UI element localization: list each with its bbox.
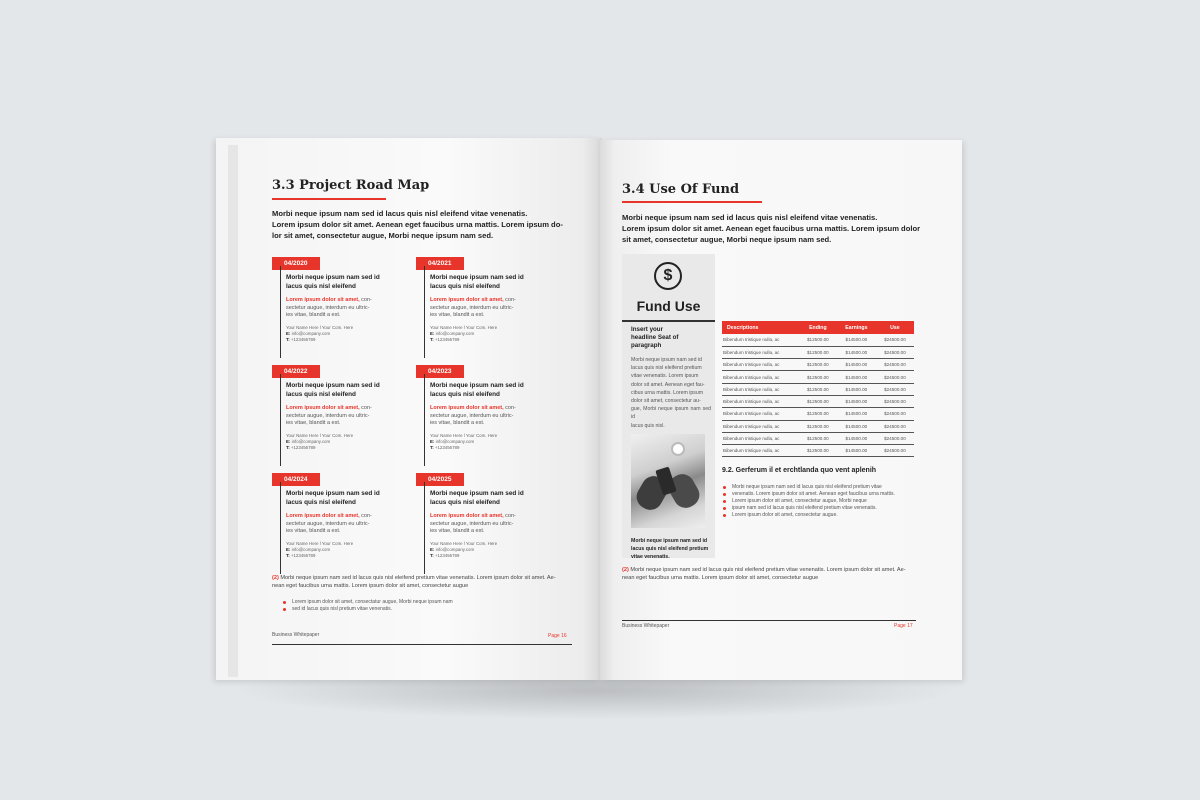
left-page [216, 138, 602, 680]
footnote-text: Morbi neque ipsum nam sed id lacus quis nisl eleifend pretium vitae venenatis. Lorem ipsum dolor sit amet. Ae- [628, 567, 906, 573]
fund-title: Fund Use [636, 298, 701, 314]
bullet-item: venenatis. Lorem ipsum dolor sit amet. Aenean eget faucibus urna mattis. [722, 491, 922, 498]
highlight-text: Lorem ipsum dolor sit amet, [286, 297, 360, 303]
roadmap-item-heading [286, 490, 382, 507]
table-cell: Bibendum tristique nulla, ac [722, 346, 799, 358]
column-header: Ending [799, 321, 837, 334]
table-cell: Bibendum tristique nulla, ac [722, 359, 799, 371]
email-value: info@company.com [290, 438, 331, 444]
fund-body-line: dolor sit amet, consectetur au- [631, 398, 701, 405]
table-cell: Bibendum tristique nulla, ac [722, 334, 799, 346]
contact-name: Your Name Here l Your Com. Here [286, 324, 354, 330]
roadmap-item-description [430, 297, 526, 320]
highlight-text: Lorem ipsum dolor sit amet, [286, 513, 360, 519]
caption-line: vitae venenatis. [631, 554, 670, 560]
fund-body-line: lacus quis nisl. [631, 422, 665, 429]
contact-phone [286, 553, 382, 559]
roadmap-item-heading [430, 382, 526, 399]
table-cell: $24500.00 [876, 408, 914, 420]
heading-line: Morbi neque ipsum nam sed id [430, 274, 524, 281]
table-cell: Bibendum tristique nulla, ac [722, 432, 799, 444]
phone-label: T: [286, 444, 290, 450]
table-cell: $14500.00 [837, 334, 876, 346]
column-header: Use [876, 321, 914, 334]
page-heading: 3.3 Project Road Map [272, 178, 430, 193]
roadmap-item-description [286, 405, 382, 428]
contact-name: Your Name Here l Your Com. Here [430, 540, 498, 546]
table-cell: Bibendum tristique nulla, ac [722, 395, 799, 407]
email-label: E: [286, 438, 291, 444]
table-cell: $12500.00 [799, 408, 837, 420]
fund-body-line: gue, Morbi neque ipsum nam sed id [631, 406, 711, 421]
bullet-list [282, 599, 522, 613]
heading-underline [622, 201, 762, 203]
timeline-line [424, 374, 425, 466]
coffee-cup-shape [671, 442, 685, 456]
table-cell: $24500.00 [876, 420, 914, 432]
roadmap-item-body [430, 274, 526, 343]
fund-use-sidebar [622, 254, 715, 558]
table-cell: $14500.00 [837, 408, 876, 420]
roadmap-item-heading [286, 274, 382, 291]
timeline-line [280, 374, 281, 466]
table-row [722, 432, 914, 444]
column-header: Earnings [837, 321, 876, 334]
table-cell: $24500.00 [876, 359, 914, 371]
table-cell: $24500.00 [876, 371, 914, 383]
phone-value: +123456789 [289, 444, 316, 450]
contact-name: Your Name Here l Your Com. Here [286, 540, 354, 546]
email-label: E: [430, 438, 435, 444]
footer-label: Business Whitepaper [622, 623, 670, 629]
roadmap-item-heading [430, 274, 526, 291]
table-row [722, 371, 914, 383]
table-cell: $12500.00 [799, 371, 837, 383]
fund-table [722, 321, 914, 457]
date-badge: 04/2021 [416, 257, 464, 270]
lead-line: sit amet, consectetur augue, Morbi neque ipsum nam sed. [622, 235, 832, 244]
contact-block [430, 541, 526, 559]
lead-line: Lorem ipsum dolor sit amet. Aenean eget faucibus urna mattis. Lorem ipsum do- [272, 220, 563, 229]
page-number: Page 16 [548, 633, 567, 639]
bullet-item: Lorem ipsum dolor sit amet, consectetur augue. [722, 512, 922, 519]
lead-line: Morbi neque ipsum nam sed id lacus quis nisl eleifend vitae venenatis. [272, 209, 528, 218]
contact-block [286, 541, 382, 559]
highlight-text: Lorem ipsum dolor sit amet, [430, 297, 504, 303]
date-badge: 04/2024 [272, 473, 320, 486]
description-text: ies vitae, blandit a est. [430, 528, 485, 534]
contact-block [430, 325, 526, 343]
timeline-line [280, 266, 281, 358]
description-text: sectetur augue, interdum eu ultric- [286, 412, 370, 419]
caption-line: lacus quis nisl eleifend pretium [631, 546, 709, 552]
fund-body-line: cibus urna mattis. Lorem ipsum [631, 389, 704, 396]
description-text: con- [359, 513, 372, 519]
lead-line: lor sit amet, consectetur augue, Morbi neque ipsum nam sed. [272, 231, 494, 240]
fund-body [631, 356, 711, 430]
table-row [722, 445, 914, 457]
table-cell: Bibendum tristique nulla, ac [722, 371, 799, 383]
description-text: con- [503, 513, 516, 519]
heading-line: lacus quis nisl eleifend [286, 390, 356, 398]
table-row [722, 346, 914, 358]
table-cell: $24500.00 [876, 334, 914, 346]
date-badge: 04/2025 [416, 473, 464, 486]
table-cell: $12500.00 [799, 432, 837, 444]
phone-label: T: [286, 552, 290, 558]
contact-phone [430, 553, 526, 559]
heading-line: Morbi neque ipsum nam sed id [430, 382, 524, 389]
dollar-icon: $ [654, 262, 682, 290]
table-cell: $14500.00 [837, 346, 876, 358]
roadmap-item-description [430, 513, 526, 536]
table-row [722, 383, 914, 395]
page-edge [228, 145, 238, 677]
description-text: ies vitae, blandit a est. [286, 312, 341, 318]
page-number: Page 17 [894, 623, 913, 629]
table-cell: $14500.00 [837, 383, 876, 395]
table-row [722, 420, 914, 432]
fund-subtitle-line: headline Seat of [631, 334, 679, 341]
highlight-text: Lorem ipsum dolor sit amet, [430, 513, 504, 519]
heading-line: lacus quis nisl eleifend [286, 498, 356, 506]
footnote-text: Morbi neque ipsum nam sed id lacus quis nisl eleifend pretium vitae venenatis. Lorem ipsum dolor sit amet. Ae- [278, 575, 556, 581]
roadmap-item [416, 468, 526, 559]
bullet-item: Lorem ipsum dolor sit amet, consectetur augue, Morbi neque [722, 498, 922, 505]
table-cell: $12500.00 [799, 420, 837, 432]
table-cell: Bibendum tristique nulla, ac [722, 445, 799, 457]
bullet-item: ipsum nam sed id lacus quis nisl eleifend pretium vitae venenatis. [722, 505, 922, 512]
highlight-text: Lorem ipsum dolor sit amet, [430, 405, 504, 411]
table-row [722, 334, 914, 346]
fund-body-line: Morbi neque ipsum nam sed id [631, 357, 702, 363]
roadmap-item-body [286, 490, 382, 559]
email-value: info@company.com [434, 438, 475, 444]
table-cell: $12500.00 [799, 383, 837, 395]
table-cell: Bibendum tristique nulla, ac [722, 408, 799, 420]
heading-line: lacus quis nisl eleifend [430, 498, 500, 506]
table-cell: $12500.00 [799, 334, 837, 346]
table-cell: $24500.00 [876, 346, 914, 358]
table-cell: $14500.00 [837, 420, 876, 432]
heading-line: Morbi neque ipsum nam sed id [286, 274, 380, 281]
timeline-line [280, 482, 281, 574]
email-value: info@company.com [434, 546, 475, 552]
description-text: con- [503, 405, 516, 411]
roadmap-item-body [430, 382, 526, 451]
footer-label: Business Whitepaper [272, 632, 320, 638]
section-subheading: 9.2. Gerferum il et erchtlanda quo vent aplenih [722, 467, 877, 474]
roadmap-item-description [286, 297, 382, 320]
bullet-item: Morbi neque ipsum nam sed id lacus quis nisl eleifend pretium vitae [722, 484, 922, 491]
heading-line: lacus quis nisl eleifend [286, 282, 356, 290]
email-value: info@company.com [434, 330, 475, 336]
fund-subtitle-line: Insert your [631, 326, 663, 333]
contact-phone [286, 445, 382, 451]
contact-block [430, 433, 526, 451]
fund-body-line: dolor sit amet. Aenean eget fau- [631, 381, 705, 388]
heading-line: Morbi neque ipsum nam sed id [430, 490, 524, 497]
table-cell: $12500.00 [799, 359, 837, 371]
bullet-item-continued: sed id lacus quis nisl pretium vitae venenatis. [282, 606, 522, 613]
table-cell: $24500.00 [876, 432, 914, 444]
bullet-item: Lorem ipsum dolor sit amet, consectatur augue, Morbi neque ipsum nam [282, 599, 522, 606]
phone-value: +123456789 [289, 552, 316, 558]
heading-line: lacus quis nisl eleifend [430, 282, 500, 290]
table-cell: $12500.00 [799, 395, 837, 407]
table-cell: $14500.00 [837, 432, 876, 444]
table-cell: $24500.00 [876, 383, 914, 395]
contact-phone [286, 337, 382, 343]
contact-name: Your Name Here l Your Com. Here [430, 432, 498, 438]
table-row [722, 408, 914, 420]
phone-label: T: [430, 552, 434, 558]
phone-label: T: [286, 336, 290, 342]
fund-subtitle-line: paragraph [631, 342, 662, 349]
fund-subtitle [631, 326, 711, 350]
email-value: info@company.com [290, 546, 331, 552]
roadmap-item [416, 252, 526, 343]
table-cell: $14500.00 [837, 359, 876, 371]
right-page [600, 140, 962, 680]
description-text: ies vitae, blandit a est. [430, 312, 485, 318]
description-text: con- [503, 297, 516, 303]
contact-name: Your Name Here l Your Com. Here [430, 324, 498, 330]
footnote [272, 574, 572, 590]
email-value: info@company.com [290, 330, 331, 336]
description-text: con- [359, 297, 372, 303]
lead-paragraph [272, 208, 572, 241]
roadmap-item [272, 252, 382, 343]
heading-line: lacus quis nisl eleifend [430, 390, 500, 398]
roadmap-item-body [430, 490, 526, 559]
heading-line: Morbi neque ipsum nam sed id [286, 490, 380, 497]
date-badge: 04/2022 [272, 365, 320, 378]
table-row [722, 359, 914, 371]
roadmap-item-heading [430, 490, 526, 507]
lead-paragraph [622, 212, 922, 245]
phone-value: +123456789 [433, 336, 460, 342]
caption-line: Morbi neque ipsum nam sed id [631, 538, 708, 544]
timeline-line [424, 266, 425, 358]
timeline-line [424, 482, 425, 574]
phone-value: +123456789 [289, 336, 316, 342]
footnote-number: (2) [272, 575, 279, 581]
description-text: sectetur augue, interdum eu ultric- [430, 304, 514, 311]
roadmap-item-body [286, 274, 382, 343]
contact-phone [430, 445, 526, 451]
lead-line: Morbi neque ipsum nam sed id lacus quis nisl eleifend vitae venenatis. [622, 213, 878, 222]
column-header: Descriptions [722, 321, 799, 334]
phone-value: +123456789 [433, 444, 460, 450]
table-cell: $14500.00 [837, 445, 876, 457]
roadmap-item [416, 360, 526, 451]
page-heading: 3.4 Use Of Fund [622, 182, 740, 197]
description-text: sectetur augue, interdum eu ultric- [430, 520, 514, 527]
bullet-list [722, 484, 922, 519]
description-text: ies vitae, blandit a est. [286, 420, 341, 426]
table-cell: $14500.00 [837, 371, 876, 383]
table-cell: $24500.00 [876, 395, 914, 407]
phone-value: +123456789 [433, 552, 460, 558]
contact-block [286, 433, 382, 451]
footer-rule [622, 620, 916, 621]
date-badge: 04/2020 [272, 257, 320, 270]
table-cell: $12500.00 [799, 346, 837, 358]
footnote-text: nean eget faucibus urna mattis. Lorem ipsum dolor sit amet, consectetur augue [272, 583, 469, 589]
table-cell: Bibendum tristique nulla, ac [722, 383, 799, 395]
date-badge: 04/2023 [416, 365, 464, 378]
roadmap-item-heading [286, 382, 382, 399]
highlight-text: Lorem ipsum dolor sit amet, [286, 405, 360, 411]
footer-rule [272, 644, 572, 645]
footnote-text: nean eget faucibus urna mattis. Lorem ipsum dolor sit amet, consectetur augue [622, 575, 819, 581]
description-text: sectetur augue, interdum eu ultric- [430, 412, 514, 419]
contact-phone [430, 337, 526, 343]
contact-block [286, 325, 382, 343]
table-cell: $14500.00 [837, 395, 876, 407]
email-label: E: [430, 330, 435, 336]
footnote-number: (2) [622, 567, 629, 573]
photo-caption [631, 537, 711, 561]
heading-underline [272, 198, 386, 200]
fund-body-line: lacus quis nisl eleifend pretium [631, 365, 702, 372]
footnote [622, 566, 922, 582]
description-text: ies vitae, blandit a est. [286, 528, 341, 534]
table-header-row [722, 321, 914, 334]
contact-name: Your Name Here l Your Com. Here [286, 432, 354, 438]
fund-body-line: vitae venenatis. Lorem ipsum [631, 373, 699, 380]
table-cell: $24500.00 [876, 445, 914, 457]
roadmap-item-body [286, 382, 382, 451]
roadmap-item-description [286, 513, 382, 536]
email-label: E: [286, 330, 291, 336]
roadmap-item-description [430, 405, 526, 428]
description-text: sectetur augue, interdum eu ultric- [286, 520, 370, 527]
table-cell: $12500.00 [799, 445, 837, 457]
email-label: E: [286, 546, 291, 552]
roadmap-item [272, 468, 382, 559]
roadmap-item [272, 360, 382, 451]
lead-line: Lorem ipsum dolor sit amet. Aenean eget faucibus urna mattis. Lorem ipsum dolor [622, 224, 921, 233]
phone-label: T: [430, 444, 434, 450]
description-text: con- [359, 405, 372, 411]
description-text: sectetur augue, interdum eu ultric- [286, 304, 370, 311]
table-row [722, 395, 914, 407]
fund-title-rule [622, 320, 715, 322]
phone-label: T: [430, 336, 434, 342]
table-cell: Bibendum tristique nulla, ac [722, 420, 799, 432]
heading-line: Morbi neque ipsum nam sed id [286, 382, 380, 389]
email-label: E: [430, 546, 435, 552]
description-text: ies vitae, blandit a est. [430, 420, 485, 426]
smartphone-photo [631, 434, 705, 528]
